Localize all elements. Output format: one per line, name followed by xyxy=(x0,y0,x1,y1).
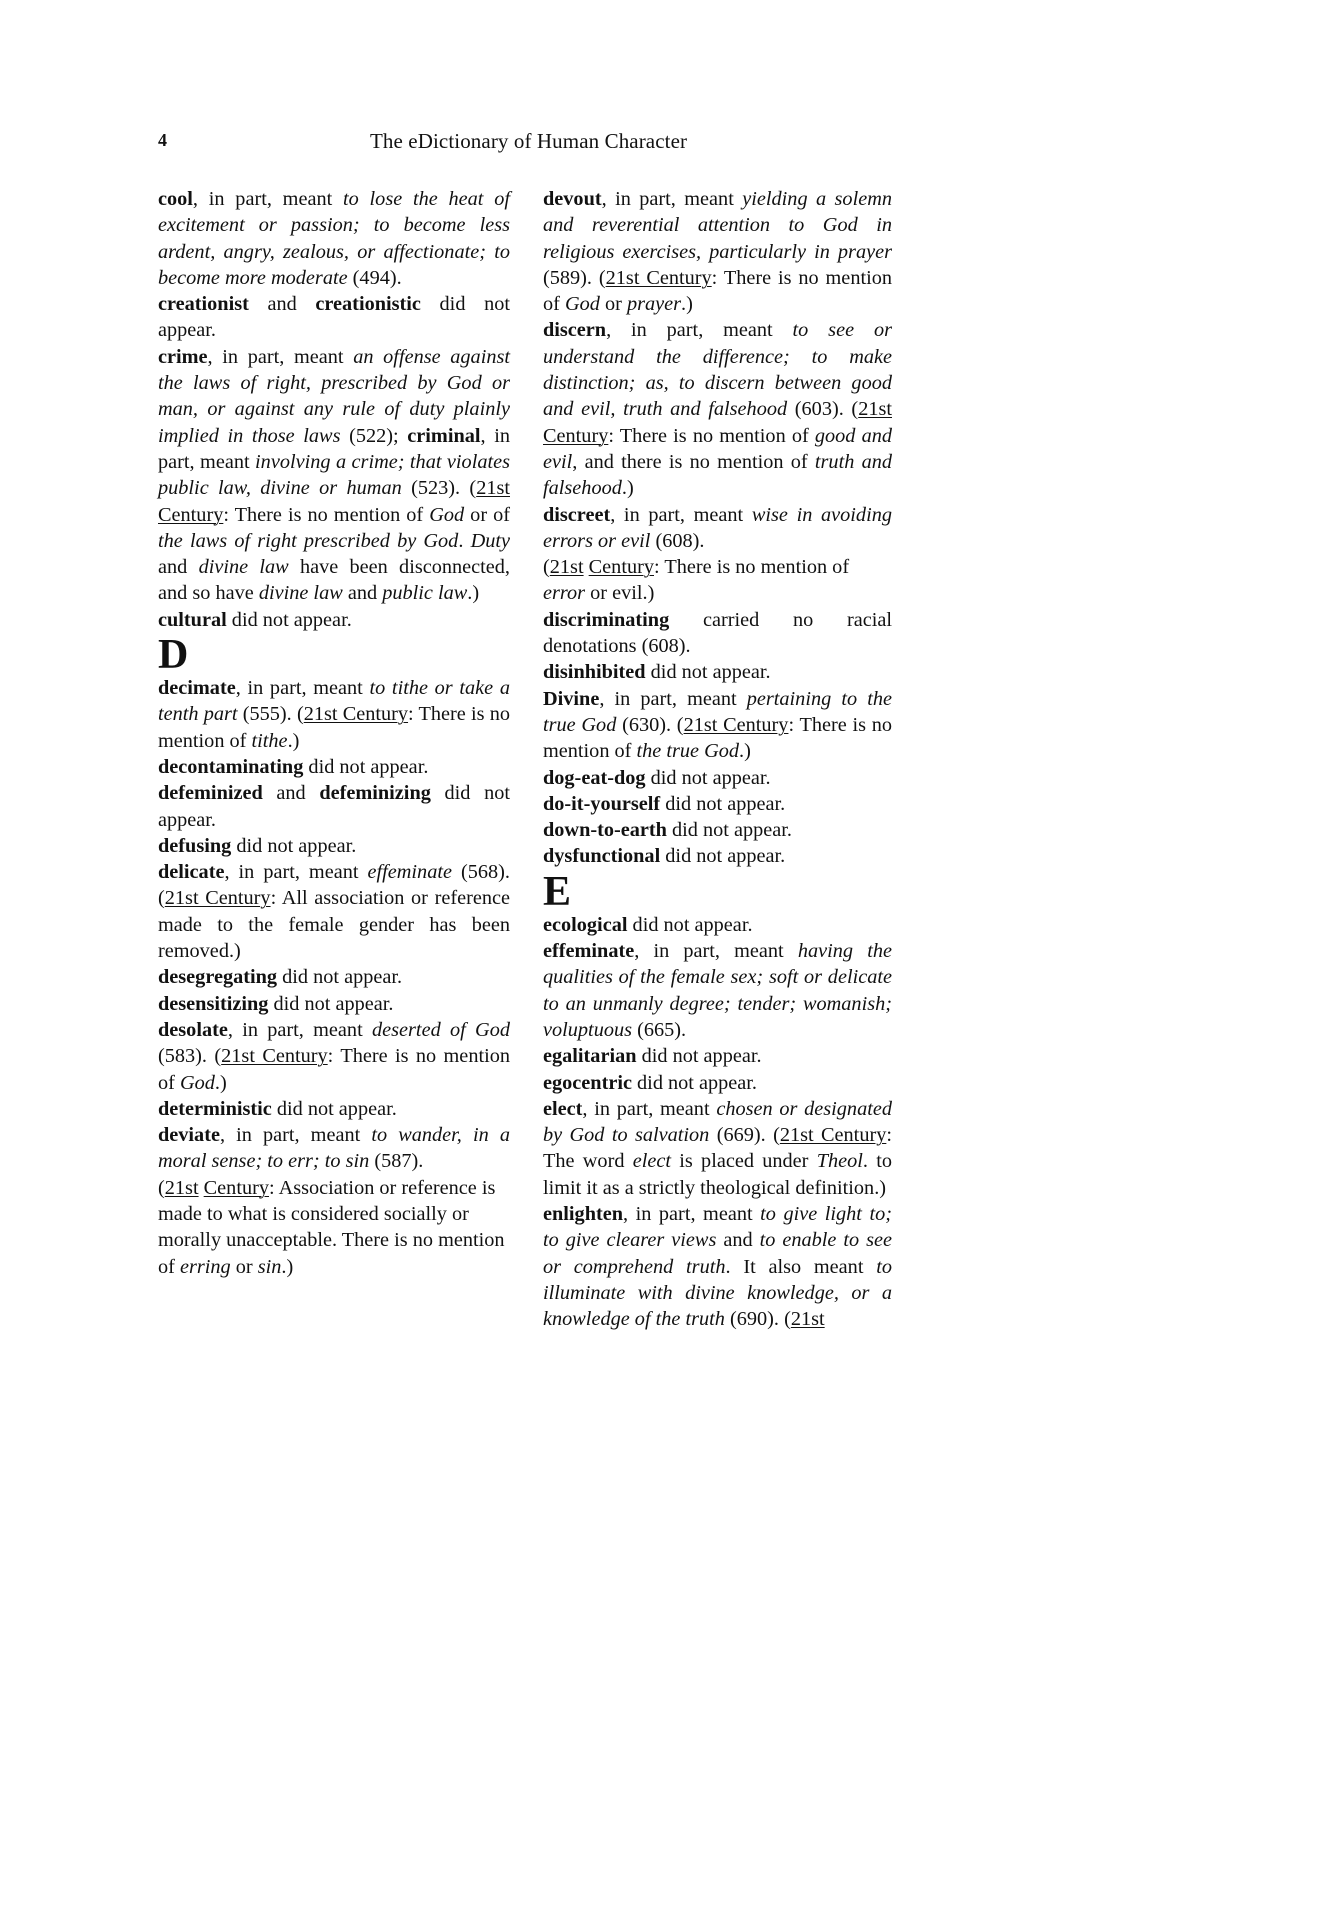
headword: discern xyxy=(543,319,607,342)
headword: devout xyxy=(543,188,602,210)
headword: down-to-earth xyxy=(543,819,667,842)
definition: pertaining to the true God xyxy=(543,687,892,736)
headword: crime xyxy=(158,345,208,368)
headword: desegregating xyxy=(158,966,278,989)
headword: dysfunctional xyxy=(543,845,661,868)
headword: do-it-yourself xyxy=(543,792,661,815)
headword: desolate xyxy=(158,1018,228,1041)
headword: elect xyxy=(543,1097,583,1120)
century-note-label: 21st Century xyxy=(779,1124,887,1147)
headword: discreet xyxy=(543,503,611,526)
entry-devout: devout, in part, meant yielding a solemn and reverential attention to God in religious exercises, particularly in prayer (589). (21st Century: There is no mention of God or prayer.) xyxy=(543,188,893,316)
definition: to see or understand the difference; to make distinction; as, to discern between good and evil, truth and falsehood xyxy=(543,319,892,421)
headword: defeminizing xyxy=(319,782,431,805)
running-title: The eDictionary of Human Character xyxy=(370,129,688,153)
definition: to wander, in a moral sense; to err; to sin xyxy=(158,1124,510,1173)
entry-desolate: desolate, in part, meant deserted of God (583). (21st Century: There is no mention of God.) xyxy=(158,1018,511,1094)
definition: involving a crime; that violates public law, divine or human xyxy=(158,450,510,500)
entry-discreet: discreet, in part, meant wise in avoiding errors or evil (608). xyxy=(543,503,892,552)
headword: decontaminating xyxy=(158,755,304,778)
entry-egalitarian: egalitarian did not appear. xyxy=(543,1045,762,1068)
entry-desegregating: desegregating did not appear. xyxy=(158,966,403,989)
century-note-label: 21st Century xyxy=(683,713,789,736)
entry-cool: cool, in part, meant to lose the heat of excitement or passion; to become less ardent, angry, zealous, or affectionate; to become more moderate (494). xyxy=(158,188,510,289)
entry-elect: elect, in part, meant chosen or designated by God to salvation (669). (21st Century: The word elect is placed under Theol. to limit it as a strictly theological definition.) xyxy=(543,1097,892,1199)
headword: egocentric xyxy=(543,1071,632,1094)
headword: dog-eat-dog xyxy=(543,766,646,789)
entry-ecological: ecological did not appear. xyxy=(543,913,753,936)
entry-do-it-yourself: do-it-yourself did not appear. xyxy=(543,792,786,815)
headword: defusing xyxy=(158,834,232,857)
headword: desensitizing xyxy=(158,992,269,1015)
century-note-label: 21st xyxy=(790,1308,825,1331)
century-note-label: 21st Century xyxy=(543,398,892,447)
definition: to lose the heat of excitement or passion; to become less ardent, angry, zealous, or affectionate; to become more moderate xyxy=(158,188,510,289)
entry-defeminized: defeminized and defeminizing did not appear. xyxy=(158,782,510,831)
entry-disinhibited: disinhibited did not appear. xyxy=(543,661,771,684)
entry-cultural: cultural did not appear. xyxy=(158,608,352,631)
definition: chosen or designated by God to salvation xyxy=(543,1097,892,1147)
headword: disinhibited xyxy=(543,661,646,684)
century-note-label: 21st Century xyxy=(164,887,271,910)
definition: wise in avoiding errors or evil xyxy=(543,503,892,552)
entry-dysfunctional: dysfunctional did not appear. xyxy=(543,845,786,868)
definition: yielding a solemn and reverential attention to God in religious exercises, particularly in prayer xyxy=(543,188,892,263)
headword: delicate xyxy=(158,861,225,884)
entry-egocentric: egocentric did not appear. xyxy=(543,1071,758,1094)
century-note-label: 21st xyxy=(164,1176,199,1199)
headword: discriminating xyxy=(543,608,670,631)
headword: criminal xyxy=(407,424,481,447)
entry-down-to-earth: down-to-earth did not appear. xyxy=(543,819,792,842)
definition: an offense against the laws of right, prescribed by God or man, or against any rule of duty plainly implied in those laws xyxy=(158,345,510,447)
headword: egalitarian xyxy=(543,1045,637,1068)
headword: effeminate xyxy=(543,940,635,963)
headword: enlighten xyxy=(543,1202,624,1225)
entry-deviate: deviate, in part, meant to wander, in a moral sense; to err; to sin (587). xyxy=(158,1124,510,1173)
definition: deserted of God xyxy=(372,1018,510,1041)
headword: Divine xyxy=(543,687,600,710)
century-note-label: 21st Century xyxy=(303,703,409,726)
entry-deterministic: deterministic did not appear. xyxy=(158,1097,397,1120)
entry-decontaminating: decontaminating did not appear. xyxy=(158,755,429,778)
headword: cool xyxy=(158,188,193,210)
entry-decimate: decimate, in part, meant to tithe or take a tenth part (555). (21st Century: There is no mention of tithe.) xyxy=(158,677,510,752)
century-note-label: 21st Century xyxy=(221,1045,328,1068)
right-column xyxy=(543,186,892,1332)
entry-creationist: creationist and creationistic did not appear. xyxy=(158,293,510,342)
headword: creationistic xyxy=(315,293,421,316)
entry-crime-criminal: crime, in part, meant an offense against the laws of right, prescribed by God or man, or against any rule of duty plainly implied in those laws (522); criminal, in part, meant involving a crime; that violates public law, divine or human (523). (21st Century: There is no mention of God or of the laws of right prescribed by God. Duty and divine law have been disconnected, and so have divine law and public law.) xyxy=(158,345,511,605)
century-note-label: 21st Century xyxy=(158,477,510,526)
entry-defusing: defusing did not appear. xyxy=(158,834,357,857)
century-note-label: Century xyxy=(203,1176,269,1199)
entry-divine: Divine, in part, meant pertaining to the true God (630). (21st Century: There is no mention of the true God.) xyxy=(543,687,893,763)
century-note-label: 21st xyxy=(549,556,584,579)
entry-delicate: delicate, in part, meant effeminate (568). (21st Century: All association or reference made to the female gender has been removed.) xyxy=(158,861,510,963)
entry-enlighten: enlighten, in part, meant to give light to; to give clearer views and to enable to see or comprehend truth. It also meant to illuminate with divine knowledge, or a knowledge of the truth (690). (21st xyxy=(543,1202,892,1331)
section-letter-d: D xyxy=(158,632,189,679)
entry-effeminate: effeminate, in part, meant having the qualities of the female sex; soft or delicate to an unmanly degree; tender; womanish; voluptuous (665). xyxy=(543,940,892,1041)
headword: deterministic xyxy=(158,1097,272,1120)
definition: to tithe or take a tenth part xyxy=(158,677,510,726)
definition: effeminate xyxy=(367,861,452,884)
section-letter-e: E xyxy=(543,868,572,915)
headword: ecological xyxy=(543,913,628,936)
headword: defeminized xyxy=(158,782,263,805)
century-note-label: 21st Century xyxy=(605,266,712,289)
definition: to give light to; to give clearer views xyxy=(543,1202,892,1252)
headword: cultural xyxy=(158,608,227,631)
left-column xyxy=(158,186,510,1280)
page-number: 4 xyxy=(158,130,167,150)
entry-deviate-note: (21st Century: Association or reference is made to what is considered socially or morally unacceptable. There is no mention of erring or sin.) xyxy=(158,1176,505,1278)
headword: creationist xyxy=(158,293,249,316)
entry-discern: discern, in part, meant to see or understand the difference; to make distinction; as, to discern between good and evil, truth and falsehood (603). (21st Century: There is no mention of good and evil, and there is no mention of truth and falsehood.) xyxy=(543,319,892,500)
entry-dog-eat-dog: dog-eat-dog did not appear. xyxy=(543,766,771,789)
century-note-label: Century xyxy=(588,556,654,579)
entry-discriminating: discriminating carried no racial denotations (608). xyxy=(543,608,892,658)
headword: deviate xyxy=(158,1124,220,1147)
headword: decimate xyxy=(158,677,236,700)
entry-desensitizing: desensitizing did not appear. xyxy=(158,992,394,1015)
definition: having the qualities of the female sex; soft or delicate to an unmanly degree; tender; womanish; voluptuous xyxy=(543,940,892,1041)
entry-discreet-note: (21st Century: There is no mention of error or evil.) xyxy=(543,556,850,605)
